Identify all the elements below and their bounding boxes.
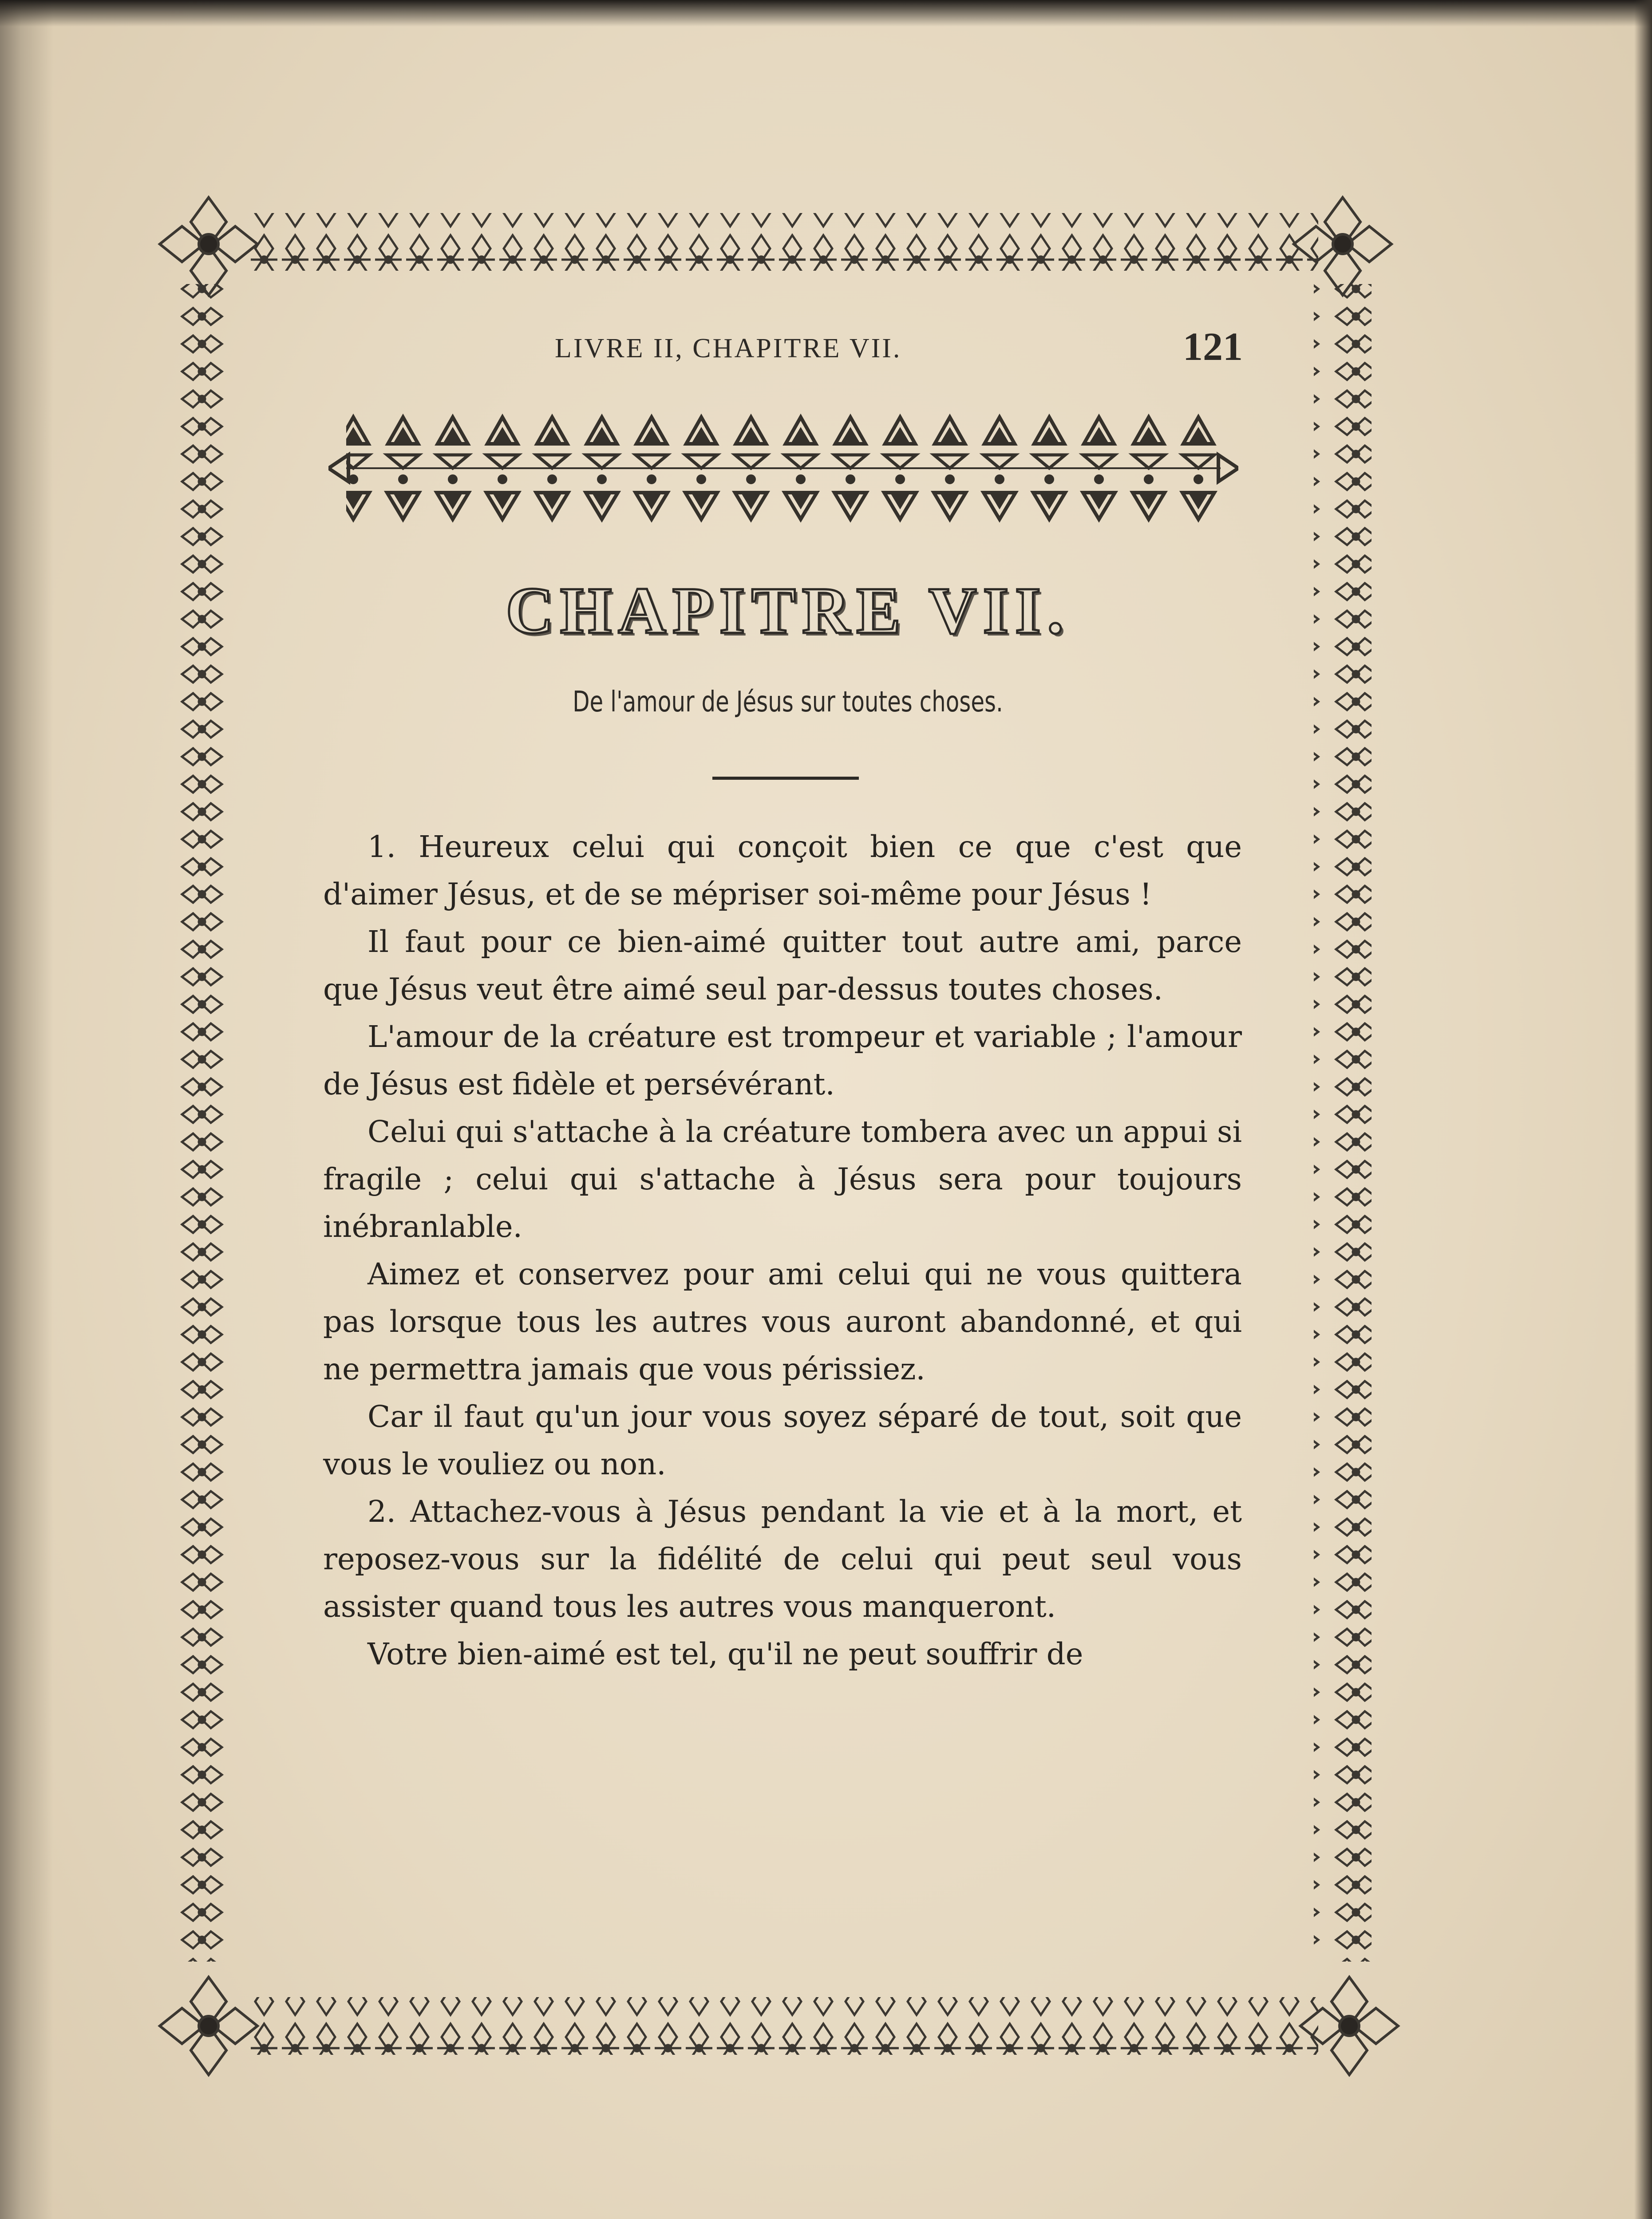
paragraph: 2. Attachez-vous à Jésus pendant la vie et à la mort, et reposez-vous sur la fidélité de celui qui peut seul vous assister quand tous les autres vous manqueront. [323, 1494, 1242, 1624]
paragraph: Il faut pour ce bien-aimé quitter tout autre ami, parce que Jésus veut être aimé seul par-dessus toutes choses. [323, 924, 1242, 1007]
chapter-title: CHAPITRE VII. [506, 574, 1070, 648]
paragraph: Votre bien-aimé est tel, qu'il ne peut souffrir de [368, 1637, 1083, 1671]
paragraph: 1. Heureux celui qui conçoit bien ce que c'est que d'aimer Jésus, et de se mépriser soi-même pour Jésus ! [323, 829, 1242, 912]
paragraph: Celui qui s'attache à la créature tombera avec un appui si fragile ; celui qui s'attache à Jésus sera pour toujours inébranlable. [323, 1114, 1242, 1244]
paragraph: L'amour de la créature est trompeur et variable ; l'amour de Jésus est fidèle et persévérant. [323, 1019, 1242, 1102]
running-head: LIVRE II, CHAPITRE VII. [555, 333, 902, 363]
paragraph: Aimez et conservez pour ami celui qui ne vous quittera pas lorsque tous les autres vous auront abandonné, et qui ne permettra jamais que vous périssiez. [323, 1257, 1242, 1386]
page-number: 121 [1183, 325, 1243, 369]
chapter-subtitle: De l'amour de Jésus sur toutes choses. [573, 686, 1003, 719]
title-divider [712, 777, 859, 780]
page-header [555, 324, 1243, 373]
paragraph: Car il faut qu'un jour vous soyez séparé de tout, soit que vous le vouliez ou non. [323, 1399, 1242, 1481]
chapter-body [323, 823, 1242, 1678]
